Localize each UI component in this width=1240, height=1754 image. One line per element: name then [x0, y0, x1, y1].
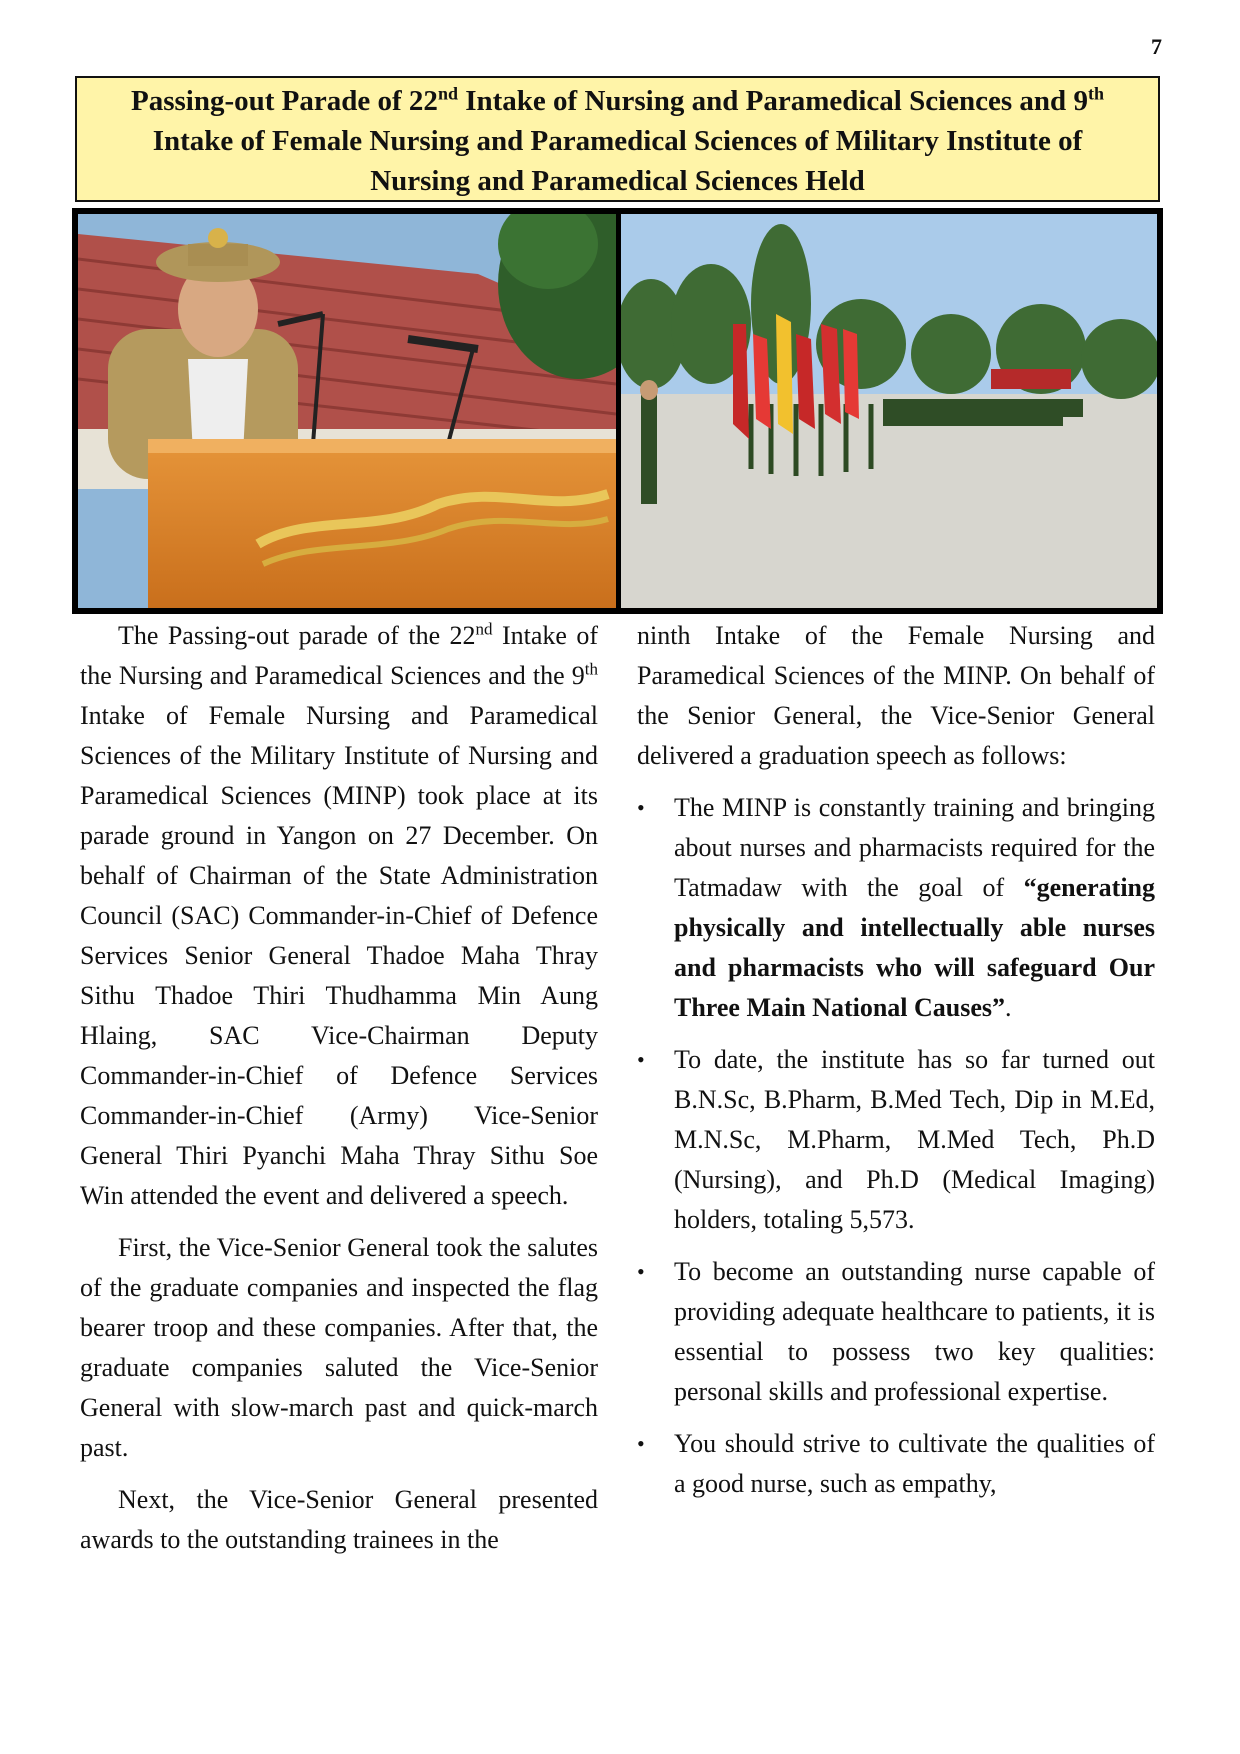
right-column: [637, 616, 1155, 1516]
parade-photo-image: [621, 214, 1157, 608]
speech-points-list: [637, 788, 1155, 1504]
list-item: • To date, the institute has so far turned out B.N.Sc, B.Pharm, B.Med Tech, Dip in M.Ed, M.N.Sc, M.Pharm, M.Med Tech, Ph.D (Nursing), and Ph.D (Medical Imaging) holders, totaling 5,573.: [637, 1040, 1155, 1240]
speech-photo: [78, 214, 616, 608]
bullet-icon: •: [637, 795, 645, 820]
article-title: [75, 76, 1160, 202]
paragraph-intro: The Passing-out parade of the 22nd Intake of the Nursing and Paramedical Sciences and the 9th Intake of Female Nursing and Paramedical Sciences of the Military Institute of Nursing and Paramedical Sciences (MINP) took place at its parade ground in Yangon on 27 December. On behalf of Chairman of the State Administration Council (SAC) Commander-in-Chief of Defence Services Senior General Thadoe Maha Thray Sithu Thadoe Thiri Thudhamma Min Aung Hlaing, SAC Vice-Chairman Deputy Commander-in-Chief of Defence Services Commander-in-Chief (Army) Vice-Senior General Thiri Pyanchi Maha Thray Sithu Soe Win attended the event and delivered a speech.: [80, 619, 598, 1210]
list-item: • The MINP is constantly training and bringing about nurses and pharmacists required for the Tatmadaw with the goal of “generating physically and intellectually able nurses and pharmacists who will safeguard Our Three Main National Causes”.: [637, 788, 1155, 1028]
paragraph-continued: ninth Intake of the Female Nursing and Paramedical Sciences of the MINP. On behalf of the Senior General, the Vice-Senior General delivered a graduation speech as follows:: [637, 621, 1155, 770]
title-line-2: Intake of Female Nursing and Paramedical Sciences of Military Institute of: [152, 125, 1083, 157]
paragraph-salutes: First, the Vice-Senior General took the salutes of the graduate companies and inspected the flag bearer troop and these companies. After that, the graduate companies saluted the Vice-Senior General with slow-march past and quick-march past.: [80, 1233, 598, 1462]
left-column: [80, 616, 598, 1572]
list-item: • You should strive to cultivate the qualities of a good nurse, such as empathy,: [637, 1424, 1155, 1504]
title-line-3: Nursing and Paramedical Sciences Held: [370, 165, 865, 197]
speech-photo-image: [78, 214, 616, 608]
bullet-icon: •: [637, 1259, 645, 1284]
paragraph-awards: Next, the Vice-Senior General presented awards to the outstanding trainees in the: [80, 1485, 598, 1554]
parade-photo: [621, 214, 1157, 608]
bullet-icon: •: [637, 1047, 645, 1072]
photo-frame: [72, 208, 1163, 614]
bullet-icon: •: [637, 1431, 645, 1456]
list-item: • To become an outstanding nurse capable of providing adequate healthcare to patients, it is essential to possess two key qualities: personal skills and professional expertise.: [637, 1252, 1155, 1412]
title-line-1: Passing-out Parade of 22nd Intake of Nursing and Paramedical Sciences and 9th: [131, 83, 1104, 117]
page-number: 7: [1151, 34, 1162, 59]
